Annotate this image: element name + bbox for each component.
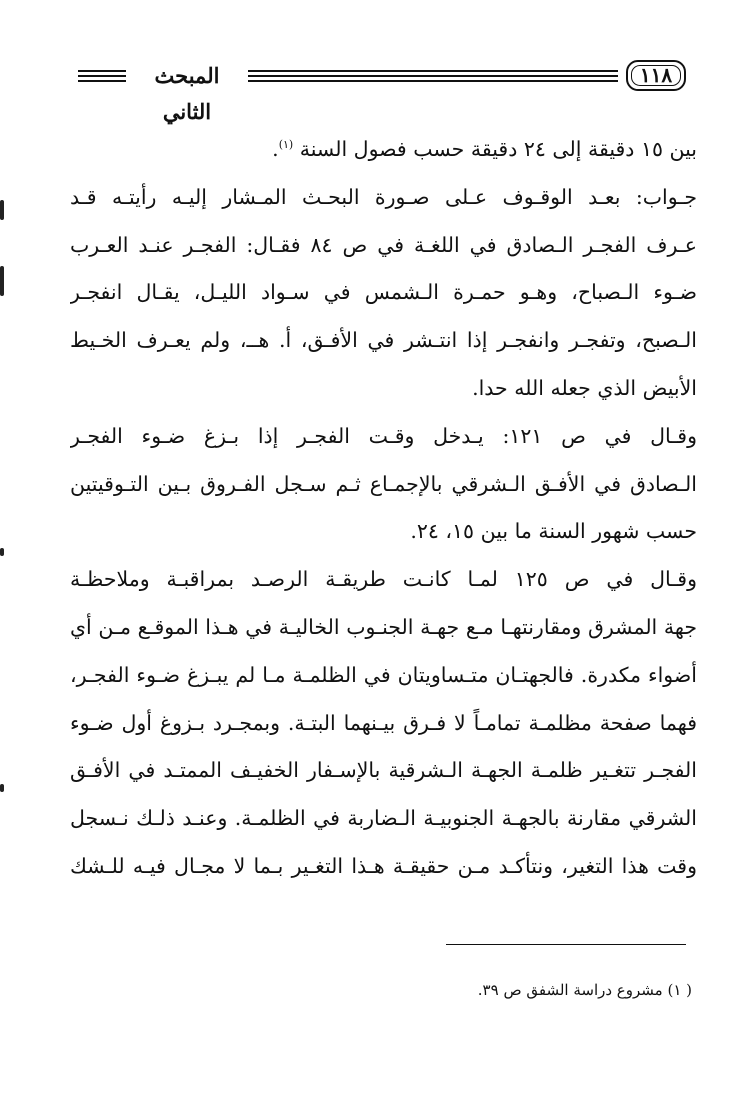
scan-margin-mark: [0, 548, 4, 556]
text-line: الـصبح، وتفجـر وانفجـر إذا انتـشر في الأفـق، أ. هــ، ولم يعـرف الخـيط: [70, 328, 697, 353]
text-line: جهة المشرق ومقارنتهـا مـع جهـة الجنـوب الخاليـة في هـذا الموقـع مـن أي: [70, 614, 697, 639]
section-title: المبحث الثاني: [154, 63, 220, 124]
header-rule-left: [78, 70, 126, 82]
body-text: [70, 126, 697, 891]
scan-margin-mark: [0, 784, 4, 792]
page-header: [70, 58, 696, 124]
text-line: وقت هذا التغير، ونتأكـد مـن حقيقـة هـذا التغـير بـما لا مجـال فيـه للـشك: [70, 853, 697, 878]
header-rule-right: [248, 70, 618, 82]
text-line: الشرقي مقارنة بالجهـة الجنوبيـة الـضاربة في الظلمـة. وعنـد ذلـك نـسجل: [70, 806, 697, 831]
text-line: وقـال في ص ١٢١: يـدخل وقـت الفجـر إذا بـزغ ضـوء الفجـر: [70, 423, 697, 448]
footnote-reference: (١): [278, 138, 294, 152]
text-line: حسب شهور السنة ما بين ١٥، ٢٤.: [410, 519, 697, 544]
footnote-divider: [446, 944, 686, 945]
text-line: بين ١٥ دقيقة إلى ٢٤ دقيقة حسب فصول السنة $^{(١)}$.: [272, 137, 697, 161]
footnote-text: ( ١) مشروع دراسة الشفق ص ٣٩.: [477, 981, 692, 999]
text-line: ضـوء الـصباح، وهـو حمـرة الـشمس في سـواد الليـل، يقـال انفجـر: [70, 280, 697, 305]
scan-margin-mark: [0, 200, 4, 220]
scan-margin-mark: [0, 266, 4, 296]
text-line: فهما صفحة مظلمـة تمامـاً لا فـرق بيـنهما البتـة. وبمجـرد بـزوغ أول ضـوء: [70, 710, 697, 735]
text-line: جـواب: بعـد الوقـوف عـلى صـورة البحـث المـشار إليـه رأيتـه قـد: [70, 184, 697, 209]
text-line: الأبيض الذي جعله الله حدا.: [472, 375, 697, 400]
text-line: أضواء مكدرة. فالجهتـان متـساويتان في الظلمـة مـا لم يبـزغ ضـوء الفجـر،: [70, 662, 697, 687]
text-line: الـصادق في الأفـق الـشرقي بالإجمـاع ثـم سـجل الفـروق بـين التـوقيتين: [70, 471, 697, 496]
text-line: عـرف الفجـر الـصادق في اللغـة في ص ٨٤ فقـال: الفجـر عنـد العـرب: [70, 232, 697, 257]
text-line: الفجـر تتغـير ظلمـة الجهـة الـشرقية بالإسـفار الخفيـف الممتـد في الأفـق: [70, 758, 697, 783]
page-number: ١١٨: [626, 60, 686, 91]
text-line: وقـال في ص ١٢٥ لمـا كانـت طريقـة الرصـد بمراقبـة وملاحظـة: [70, 567, 697, 592]
